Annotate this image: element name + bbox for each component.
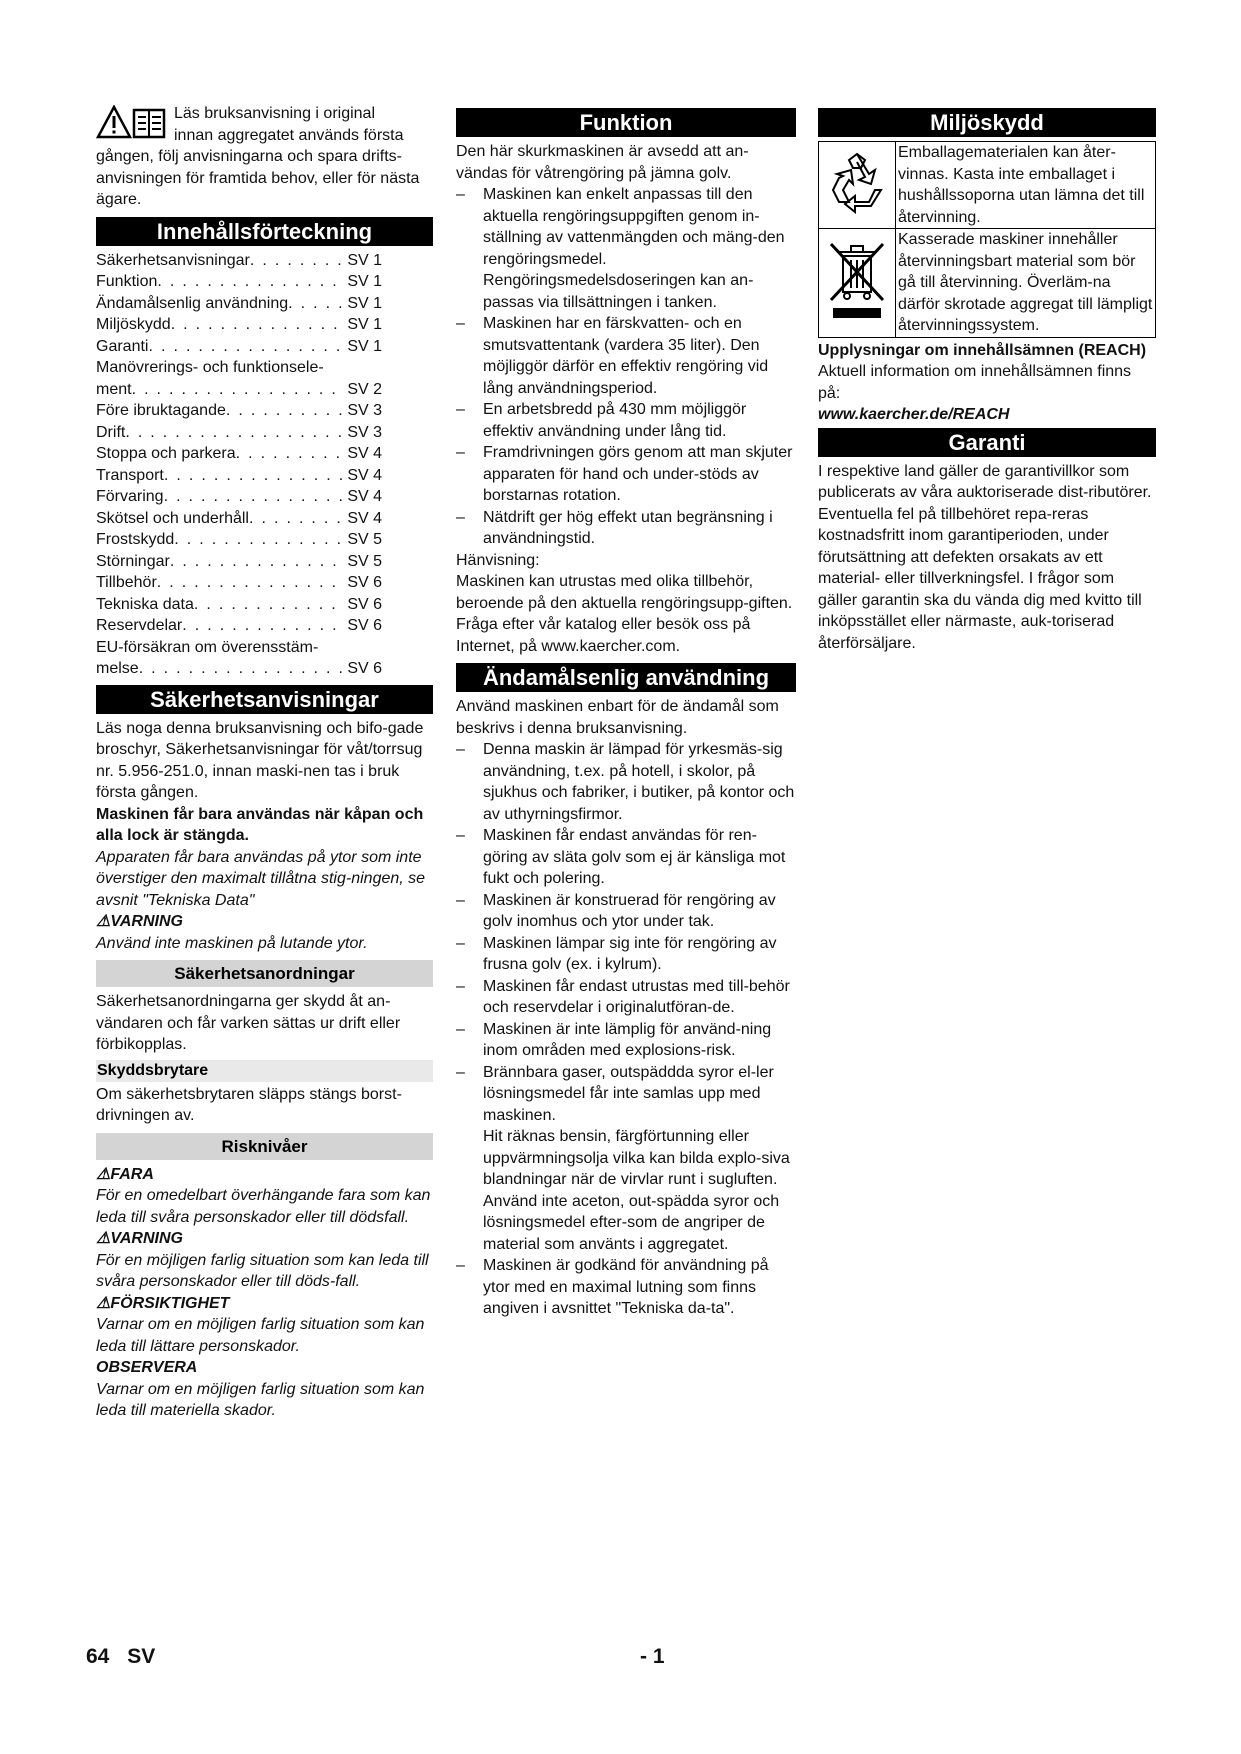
list-item: – Maskinen får endast användas för ren-göring av släta golv som ej är känsliga mot fukt och polering. <box>456 825 796 890</box>
environment-title: Miljöskydd <box>818 108 1156 137</box>
toc-item-page: SV 1 <box>347 316 382 333</box>
intro-text: gången, följ anvisningarna och spara drifts-anvisningen för framtida behov, eller för nästa ägare. <box>96 148 420 208</box>
toc-title: Innehållsförteckning <box>96 217 433 246</box>
intro-line-1: Läs bruksanvisning i original <box>174 105 375 122</box>
recycling-icon <box>819 142 896 229</box>
toc-item-label: Miljöskydd <box>96 316 171 333</box>
list-item: – Nätdrift ger hög effekt utan begränsning i användningstid. <box>456 507 796 550</box>
risk-text: För en möjligen farlig situation som kan leda till svåra personskador eller till döds-fall. <box>96 1251 429 1290</box>
toc-item-wrap: EU-försäkran om överensstäm- <box>96 638 319 656</box>
toc-leader-dots <box>157 271 345 293</box>
safety-intro: Läs noga denna bruksanvisning och bifo-gade broschyr, Säkerhetsanvisningar för våt/torrsug nr. 5.956-251.0, innan maski-nen tas i bruk första gången. <box>96 719 424 801</box>
crossed-bin-icon <box>819 229 896 338</box>
toc-leader-dots <box>157 572 346 594</box>
warning-triangle-icon <box>96 105 172 141</box>
toc-item-label: Störningar <box>96 552 170 570</box>
warning-small-icon: ⚠ <box>96 913 111 930</box>
warning-text: Använd inte maskinen på lutande ytor. <box>96 934 368 952</box>
toc-item[interactable] <box>96 422 382 444</box>
column-left <box>96 103 433 1422</box>
risk-text: Varnar om en möjligen farlig situation som kan leda till materiella skador. <box>96 1380 425 1419</box>
intro-line-2: innan aggregatet används första <box>174 126 404 144</box>
toc-item[interactable] <box>96 551 382 573</box>
environment-table <box>818 141 1156 338</box>
safety-devices-title: Säkerhetsanordningar <box>96 960 433 987</box>
table-row <box>819 142 1156 229</box>
reach-link[interactable]: www.kaercher.de/REACH <box>818 406 1010 423</box>
toc-item-label: Garanti <box>96 337 149 355</box>
toc-item-page: SV 5 <box>347 531 382 548</box>
toc-leader-dots <box>194 594 345 616</box>
warning-label: ⚠VARNING <box>96 913 183 930</box>
safety-devices-text: Säkerhetsanordningarna ger skydd åt an-vändaren och får varken sättas ur drift eller förbikopplas. <box>96 993 401 1053</box>
usage-title: Ändamålsenlig användning <box>456 663 796 692</box>
toc-item-label: melse <box>96 660 139 677</box>
risk-label: OBSERVERA <box>96 1359 198 1376</box>
intro-icons <box>96 103 172 143</box>
toc-item-page: SV 6 <box>347 595 382 613</box>
toc-item[interactable] <box>96 615 382 637</box>
toc-item[interactable] <box>96 508 382 530</box>
note-label: Hänvisning: <box>456 551 540 569</box>
toc-leader-dots <box>236 443 346 465</box>
reach-title: Upplysningar om innehållsämnen (REACH) <box>818 341 1147 359</box>
protective-switch-text: Om säkerhetsbrytaren släpps stängs borst-drivningen av. <box>96 1085 402 1124</box>
list-item: – Maskinen kan enkelt anpassas till den aktuella rengöringsuppgiften genom in-ställning av vattenmängden och mäng-den rengöringsmedel. Rengöringsmedelsdoseringen kan an-passas via tillsättningen i tanken. <box>456 184 796 313</box>
list-item: – En arbetsbredd på 430 mm möjliggör effektiv användning under lång tid. <box>456 399 796 442</box>
toc-item[interactable] <box>96 658 382 680</box>
toc-item-label: Säkerhetsanvisningar <box>96 251 250 269</box>
toc-leader-dots <box>226 400 345 422</box>
reach-text: Aktuell information om innehållsämnen finns på: <box>818 363 1132 402</box>
footer-page-info <box>86 1645 155 1669</box>
risk-label: ⚠VARNING <box>96 1230 183 1247</box>
usage-list <box>456 739 796 1320</box>
toc-leader-dots <box>182 615 345 637</box>
safety-title: Säkerhetsanvisningar <box>96 685 433 714</box>
protective-switch-title: Skyddsbrytare <box>96 1060 433 1082</box>
toc-item[interactable] <box>96 594 382 616</box>
list-item: – Maskinen är konstruerad för rengöring av golv inomhus och ytor under tak. <box>456 890 796 933</box>
list-item: – Denna maskin är lämpad för yrkesmäs-sig användning, t.ex. på hotell, i skolor, på sjukhus och fabriker, i butiker, på kontor och av uthyrningsfirmor. <box>456 739 796 825</box>
list-item-extra: Hit räknas bensin, färgförtunning eller uppvärmningsolja vilka kan bilda explo-siva blandningar när de virvlar runt i sugluften. Använd inte aceton, out-spädda syror och lösningsmedel efter-som de angriper de material som använts i aggregatet. <box>483 1128 790 1253</box>
warning-small-icon: ⚠ <box>96 1165 111 1183</box>
toc-item-label: Funktion <box>96 273 158 290</box>
toc-item[interactable] <box>96 486 382 508</box>
footer-center-page: - 1 <box>640 1645 665 1668</box>
toc-leader-dots <box>250 250 345 272</box>
risk-text: För en omedelbart överhängande fara som kan leda till svåra personskador eller till dödsfall. <box>96 1187 431 1226</box>
warning-small-icon: ⚠ <box>96 1230 111 1247</box>
safety-slope-note: Apparaten får bara användas på ytor som inte överstiger den maximalt tillåtna stig-ningen, se avsnit "Tekniska Data" <box>96 848 426 909</box>
toc-item-page: SV 4 <box>347 466 382 484</box>
usage-intro: Använd maskinen enbart för de ändamål som beskrivs i denna bruksanvisning. <box>456 698 779 737</box>
toc-item-page: SV 6 <box>347 617 382 634</box>
toc-item-page: SV 4 <box>347 488 382 505</box>
toc-item-page: SV 3 <box>347 423 382 441</box>
toc-leader-dots <box>288 293 345 315</box>
toc-leader-dots <box>125 422 345 444</box>
toc-item-page: SV 1 <box>347 337 382 355</box>
toc-leader-dots <box>249 508 345 530</box>
list-item: – Maskinen är godkänd för användning på ytor med en maximal lutning som finns angiven i avsnittet "Tekniska da-ta". <box>456 1255 796 1320</box>
toc-item-label: Före ibruktagande <box>96 402 226 419</box>
list-item: – Maskinen lämpar sig inte för rengöring av frusna golv (ex. i kylrum). <box>456 933 796 976</box>
toc-item-label: Drift <box>96 423 126 441</box>
toc-leader-dots <box>170 551 345 573</box>
function-intro: Den här skurkmaskinen är avsedd att an-vändas för våtrengöring på jämna golv. <box>456 143 749 182</box>
toc-item[interactable] <box>96 379 382 401</box>
toc-leader-dots <box>139 658 346 680</box>
toc-leader-dots <box>132 379 346 401</box>
toc-item-label: Ändamålsenlig användning <box>96 294 289 312</box>
toc-leader-dots <box>171 314 346 336</box>
column-middle <box>456 108 796 1320</box>
toc-item[interactable] <box>96 314 382 336</box>
toc-item-page: SV 1 <box>347 273 382 290</box>
manual-book-icon <box>134 110 164 137</box>
warranty-title: Garanti <box>818 428 1156 457</box>
toc-item[interactable] <box>96 465 382 487</box>
list-item: – Framdrivningen görs genom att man skjuter apparaten för hand och under-stöds av borstarnas rotation. <box>456 442 796 507</box>
toc-leader-dots <box>148 336 345 358</box>
toc-item-page: SV 5 <box>347 552 382 570</box>
toc-item-wrap: Manövrerings- och funktionsele- <box>96 359 324 376</box>
warranty-text: I respektive land gäller de garantivillkor som publicerats av våra auktoriserade dist-ributörer. Eventuella fel på tillbehöret repa-reras kostnadsfritt inom garantiperioden, under förutsättning att defekten orsakats av ett material- eller tillverkningsfel. I frågor som gäller garantin ska du vända dig med kvitto till inköpsstället eller närmaste, auk-toriserad återförsäljare. <box>818 462 1152 652</box>
toc-item-page: SV 1 <box>347 294 382 312</box>
toc-item[interactable] <box>96 529 382 551</box>
intro-block <box>96 103 433 211</box>
safety-bold-note: Maskinen får bara användas när kåpan och alla lock är stängda. <box>96 805 424 844</box>
column-right <box>818 108 1156 654</box>
risk-text: Varnar om en möjligen farlig situation som kan leda till lättare personskador. <box>96 1316 425 1355</box>
page-number: 64 <box>86 1645 110 1668</box>
list-item: – Maskinen har en färskvatten- och en smutsvattentank (vardera 35 liter). Den möjliggör därför en effektiv rengöring vid lång användningsperiod. <box>456 313 796 399</box>
risk-label: ⚠FARA <box>96 1165 154 1183</box>
toc-item-page: SV 4 <box>347 445 382 462</box>
language-code: SV <box>127 1645 156 1668</box>
function-title: Funktion <box>456 108 796 137</box>
toc-leader-dots <box>174 529 345 551</box>
toc-item-label: Reservdelar <box>96 617 183 634</box>
toc-item[interactable] <box>96 250 382 272</box>
risk-label: ⚠FÖRSIKTIGHET <box>96 1294 230 1312</box>
toc-item-label: Tekniska data <box>96 595 194 613</box>
risk-levels-title: Risknivåer <box>96 1133 433 1160</box>
list-item: – Brännbara gaser, outspäddda syror el-ler lösningsmedel får inte samlas upp med maskinen. Hit räknas bensin, färgförtunning eller uppvärmningsolja vilka kan bilda explo-siva blandningar när de virvlar runt i sugluften. Använd inte aceton, out-spädda syror och lösningsmedel efter-som de angriper de material som använts i aggregatet. <box>456 1062 796 1256</box>
toc-leader-dots <box>164 486 346 508</box>
warning-small-icon: ⚠ <box>96 1294 111 1312</box>
table-row <box>819 229 1156 338</box>
toc-leader-dots <box>164 465 345 487</box>
toc-item-label: Tillbehör <box>96 574 157 591</box>
function-list <box>456 184 796 550</box>
toc-item-page: SV 2 <box>347 380 382 398</box>
toc-item[interactable] <box>96 572 382 594</box>
list-item-extra: Rengöringsmedelsdoseringen kan an-passas via tillsättningen i tanken. <box>483 272 754 311</box>
list-item: – Maskinen är inte lämplig för använd-ning inom områden med explosions-risk. <box>456 1019 796 1062</box>
toc-item[interactable] <box>96 271 382 293</box>
toc-item-label: Skötsel och underhåll <box>96 509 249 527</box>
environment-text: Emballagematerialen kan åter-vinnas. Kasta inte emballaget i hushållssoporna utan lämna det till återvinning. <box>896 142 1156 229</box>
toc-item-label: ment <box>96 380 132 398</box>
toc-item[interactable] <box>96 443 382 465</box>
toc-item-page: SV 1 <box>347 251 382 269</box>
toc-item-label: Förvaring <box>96 488 164 505</box>
toc-item-label: Frostskydd <box>96 531 175 548</box>
toc-item-page: SV 6 <box>347 574 382 591</box>
toc-item[interactable] <box>96 336 382 358</box>
list-item: – Maskinen får endast utrustas med till-behör och reservdelar i originalutföran-de. <box>456 976 796 1019</box>
table-of-contents <box>96 250 433 680</box>
toc-item[interactable] <box>96 400 382 422</box>
toc-item-page: SV 6 <box>347 660 382 677</box>
note-text: Maskinen kan utrustas med olika tillbehör, beroende på den aktuella rengöringsupp-giften. <box>456 573 793 612</box>
risk-levels-list <box>96 1164 433 1422</box>
note-text-2: Fråga efter vår katalog eller besök oss på Internet, på www.kaercher.com. <box>456 616 751 655</box>
toc-item-label: Transport <box>96 466 164 484</box>
toc-item-label: Stoppa och parkera <box>96 445 236 462</box>
environment-text: Kasserade maskiner innehåller återvinningsbart material som bör gå till återvinning. Överläm-na därför skrotade aggregat till lämpligt återvinningssystem. <box>896 229 1156 338</box>
toc-item[interactable] <box>96 293 382 315</box>
toc-item-page: SV 3 <box>347 402 382 419</box>
toc-item-page: SV 4 <box>347 509 382 527</box>
